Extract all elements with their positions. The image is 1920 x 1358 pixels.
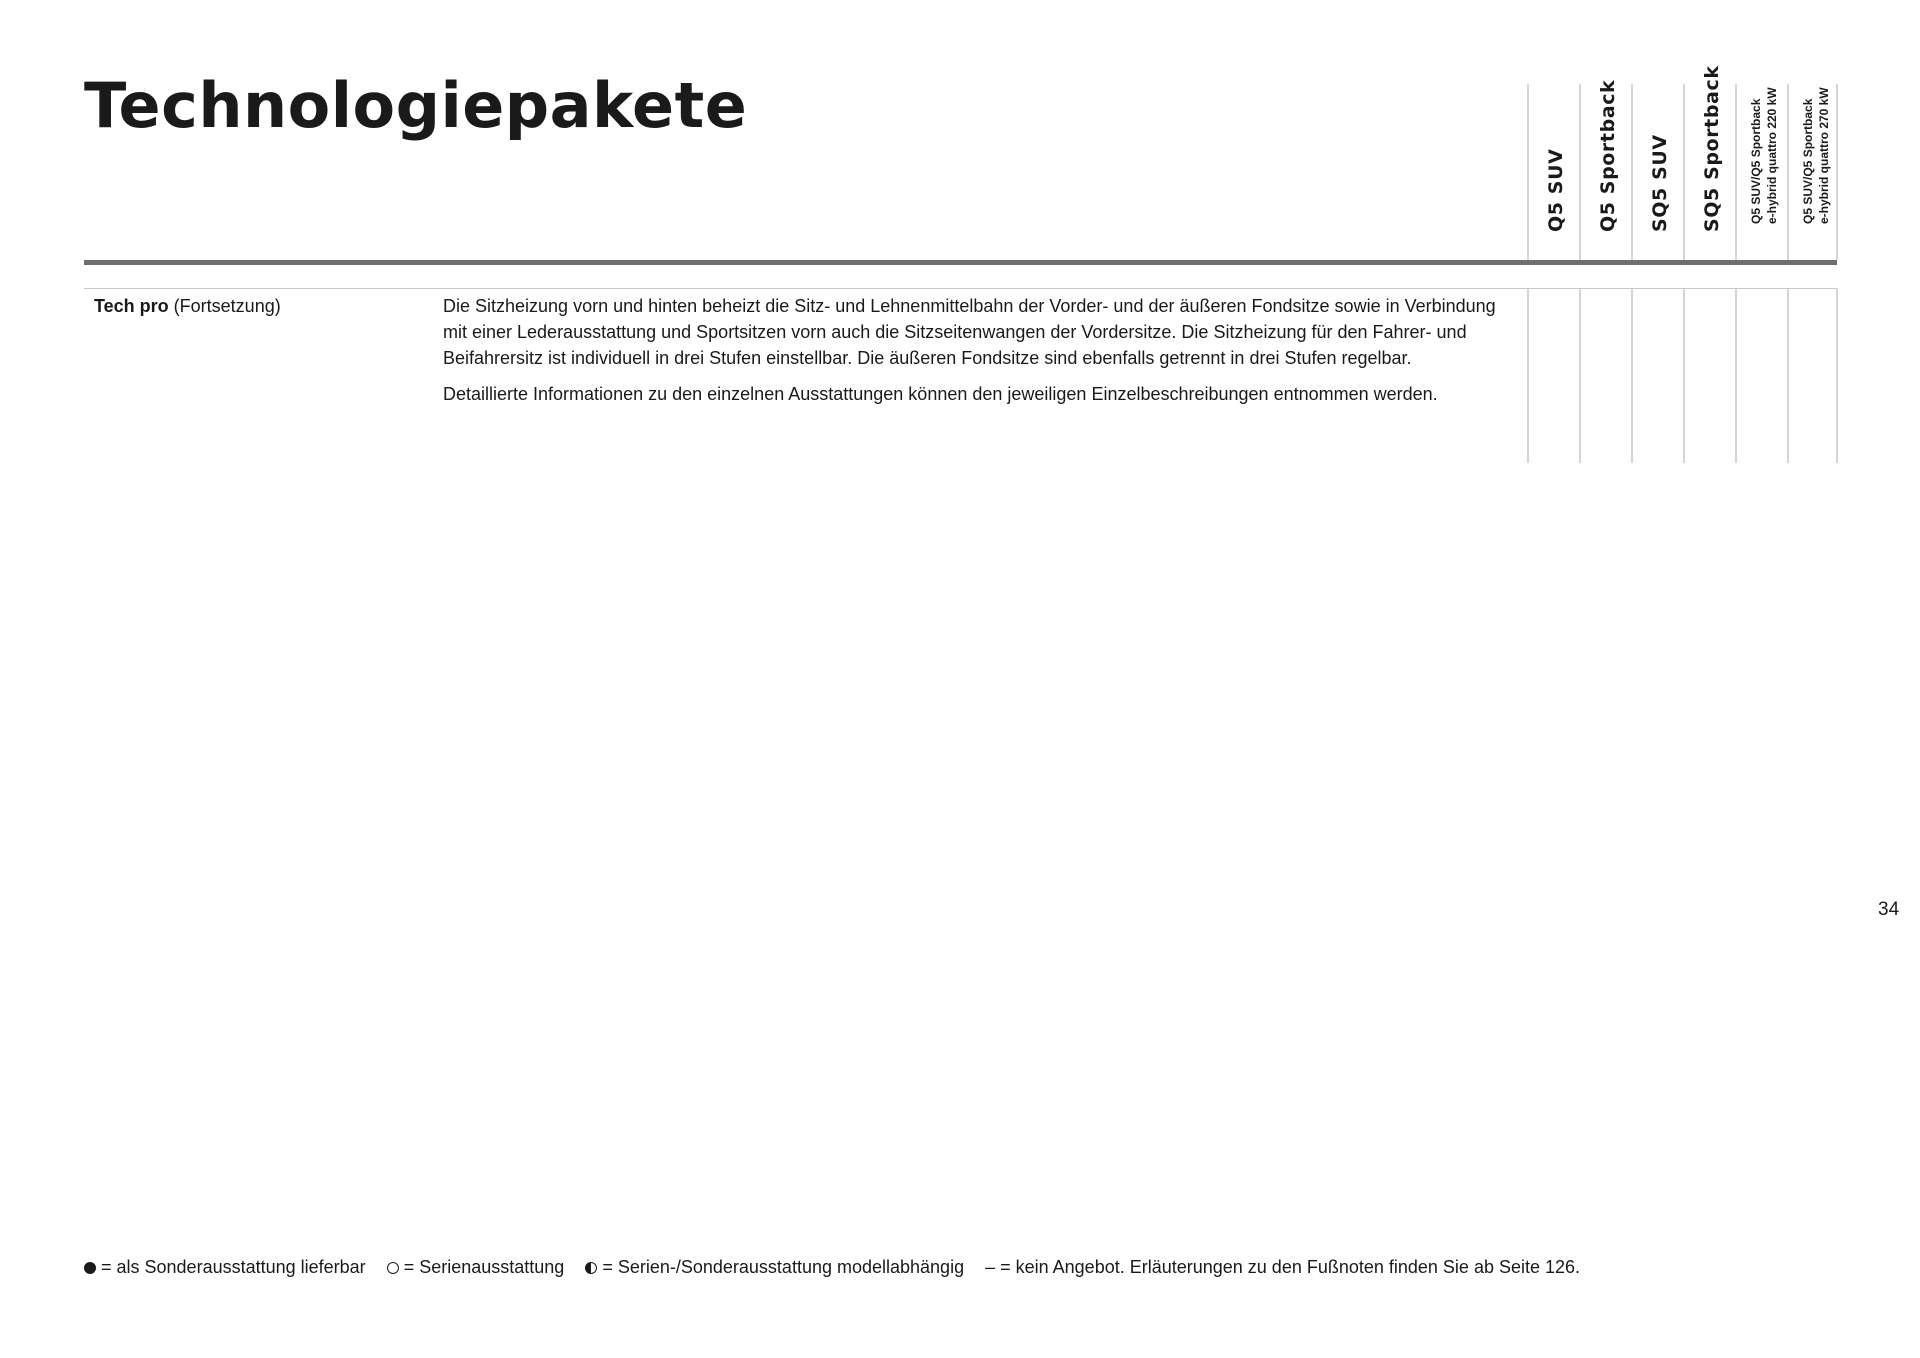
column-divider xyxy=(1836,289,1838,463)
column-header-label: SQ5 Sportback xyxy=(1701,65,1723,232)
legend-text: = Serien-/Sonderausstattung modellabhängig xyxy=(602,1257,965,1277)
column-divider xyxy=(1787,289,1789,463)
legend-item-optional xyxy=(84,1255,366,1279)
column-header-label: Q5 SUV xyxy=(1545,148,1567,232)
column-divider xyxy=(1787,84,1789,260)
column-divider xyxy=(1683,289,1685,463)
column-divider xyxy=(1735,84,1737,260)
column-divider xyxy=(1735,289,1737,463)
page-title: Technologiepakete xyxy=(84,69,748,142)
column-header-label: Q5 SUV/Q5 Sportback xyxy=(1801,98,1815,224)
empty-circle-icon xyxy=(387,1262,399,1274)
column-divider xyxy=(1527,84,1529,260)
row-description xyxy=(443,293,1523,417)
page-number: 34 xyxy=(1878,899,1900,920)
legend xyxy=(84,1255,1596,1279)
column-header-label: e-hybrid quattro 270 kW xyxy=(1817,87,1831,224)
legend-item-model-dependent xyxy=(585,1255,964,1279)
column-divider xyxy=(1579,289,1581,463)
legend-item-standard xyxy=(387,1255,565,1279)
description-paragraph: Detaillierte Informationen zu den einzelnen Ausstattungen können den jeweiligen Einzelbeschreibungen entnommen werden. xyxy=(443,384,1438,404)
column-header-q5-suv xyxy=(1530,84,1582,256)
description-paragraph: Die Sitzheizung vorn und hinten beheizt die Sitz- und Lehnenmittelbahn der Vorder- und der äußeren Fondsitze sowie in Verbindung mit einer Lederausstattung und Sportsitzen vorn auch die Sitzseitenwangen der Vordersitze. Die Sitzheizung für den Fahrer- und Beifahrersitz ist individuell in drei Stufen einstellbar. Die äußeren Fondsitze sind ebenfalls getrennt in drei Stufen regelbar. xyxy=(443,296,1496,368)
legend-text: = Serienausstattung xyxy=(403,1257,565,1277)
column-divider xyxy=(1631,289,1633,463)
row-label xyxy=(94,293,281,319)
column-divider xyxy=(1836,84,1838,260)
column-header-label: e-hybrid quattro 220 kW xyxy=(1765,87,1779,224)
column-header-label: Q5 SUV/Q5 Sportback xyxy=(1749,98,1763,224)
column-header-q5-sportback xyxy=(1582,79,1634,256)
legend-text: = kein Angebot. Erläuterungen zu den Fußnoten finden Sie ab Seite 126. xyxy=(1000,1257,1581,1277)
half-circle-icon xyxy=(585,1262,597,1274)
package-name: Tech pro xyxy=(94,296,169,316)
column-header-label: Q5 Sportback xyxy=(1597,79,1619,232)
column-divider xyxy=(1631,84,1633,260)
column-divider xyxy=(1579,84,1581,260)
legend-text: = als Sonderausstattung lieferbar xyxy=(101,1257,366,1277)
column-divider xyxy=(1683,84,1685,260)
legend-item-none xyxy=(985,1255,1580,1279)
column-header-label: SQ5 SUV xyxy=(1649,134,1671,232)
column-header-ehybrid-220 xyxy=(1738,84,1790,256)
column-divider xyxy=(1527,289,1529,463)
filled-circle-icon xyxy=(84,1262,96,1274)
dash-symbol: – xyxy=(985,1257,996,1277)
column-header-ehybrid-270 xyxy=(1790,84,1842,256)
header-rule xyxy=(84,260,1837,265)
column-header-sq5-suv xyxy=(1634,84,1686,256)
column-header-sq5-sportback xyxy=(1686,65,1738,256)
row-top-rule xyxy=(84,288,1837,289)
package-suffix: (Fortsetzung) xyxy=(168,296,281,316)
